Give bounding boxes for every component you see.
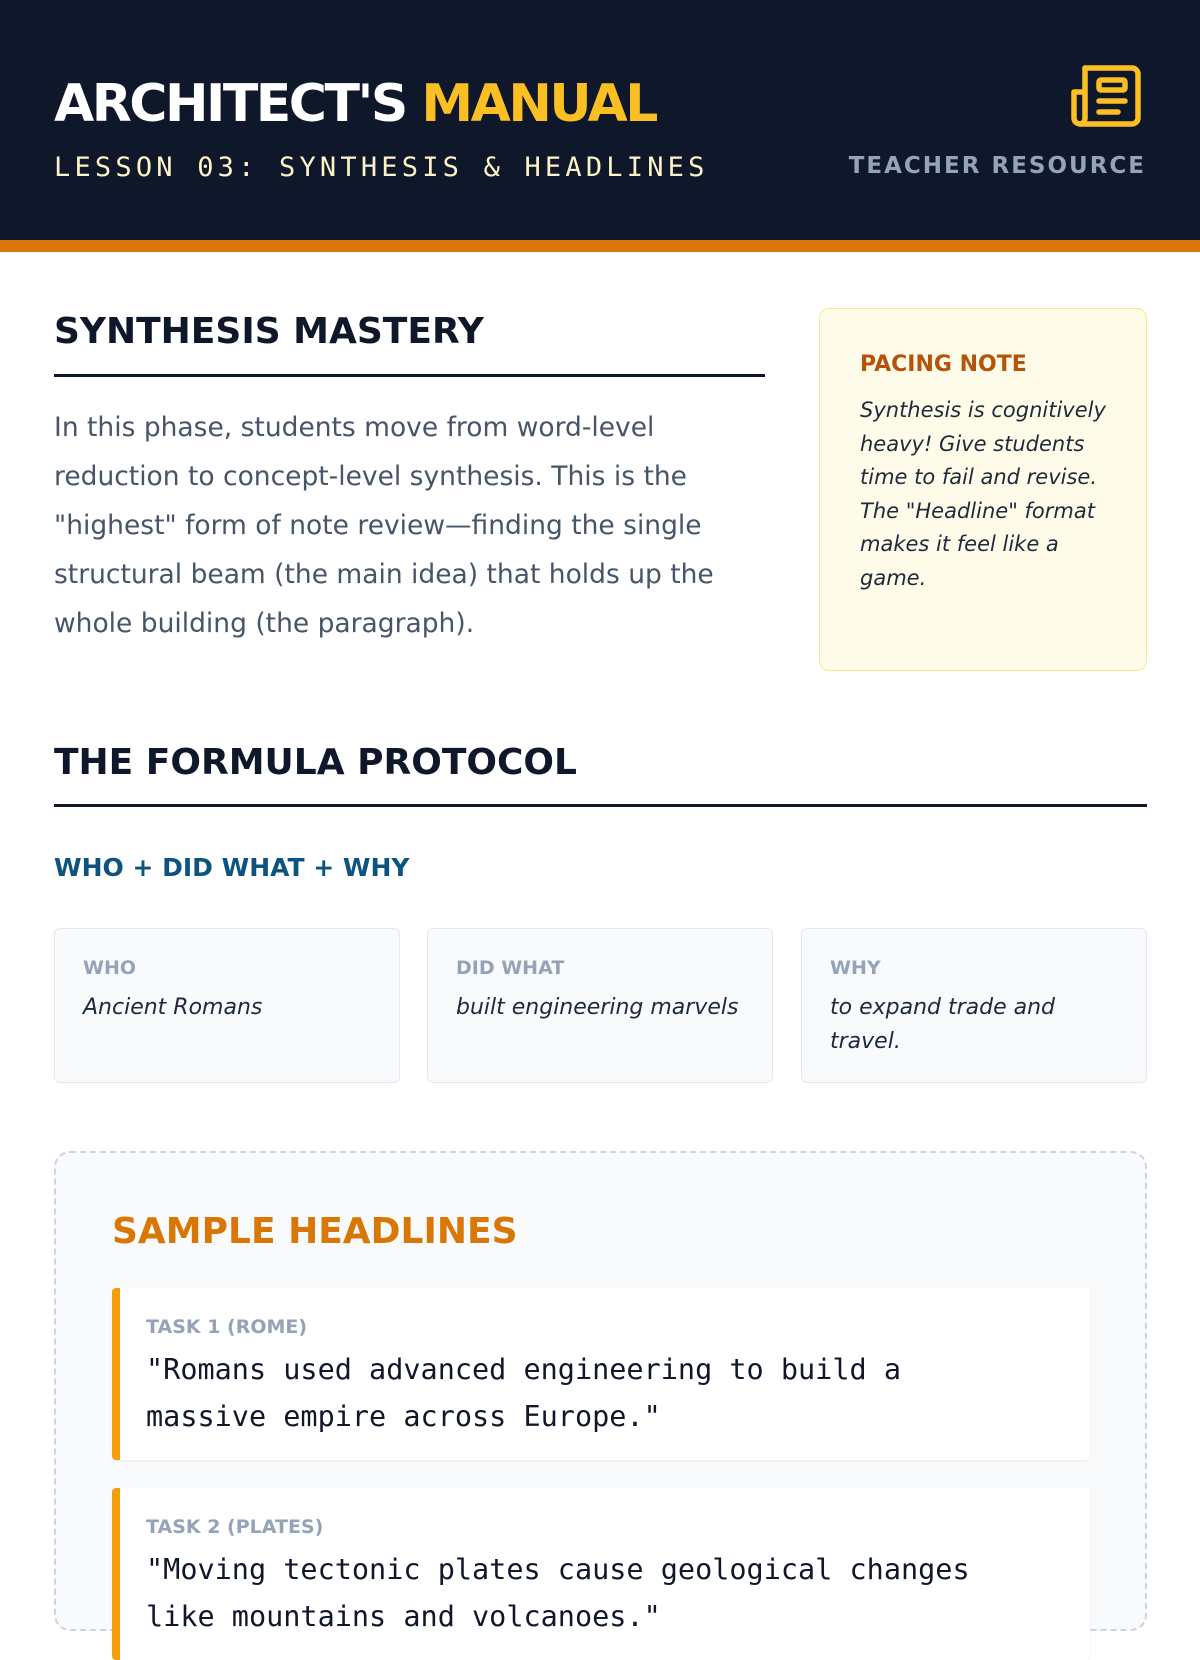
- title-main: ARCHITECT'S: [54, 74, 406, 134]
- formula-divider: [54, 804, 1147, 807]
- formula-card-value: to expand trade and travel.: [830, 995, 1056, 1054]
- formula-card-label: WHY: [830, 957, 881, 979]
- teacher-resource-label: TEACHER RESOURCE: [848, 153, 1146, 179]
- synthesis-paragraph: In this phase, students move from word-level reduction to concept-level synthesis. This is the "highest" form of note review—finding the single structural beam (the main idea) that holds up the whole building (the paragraph).: [54, 412, 714, 639]
- task-headline: "Moving tectonic plates cause geological changes like mountains and volcanoes.": [146, 1553, 970, 1633]
- manual-title: [54, 74, 656, 134]
- page-header: [0, 0, 1200, 240]
- headline-task-card: [112, 1488, 1090, 1660]
- sample-headlines-heading: SAMPLE HEADLINES: [112, 1211, 518, 1252]
- pacing-note-title: PACING NOTE: [860, 352, 1027, 377]
- formula-card-label: DID WHAT: [456, 957, 565, 979]
- synthesis-heading: SYNTHESIS MASTERY: [54, 311, 484, 352]
- pacing-note-box: [819, 308, 1147, 671]
- newspaper-icon: [1068, 56, 1144, 132]
- sample-headlines-box: [54, 1151, 1147, 1631]
- pacing-note-text: Synthesis is cognitively heavy! Give students time to fail and revise. The "Headline" format makes it feel like a game.: [860, 398, 1106, 590]
- formula-heading: THE FORMULA PROTOCOL: [54, 742, 577, 783]
- task-label: TASK 2 (PLATES): [146, 1516, 324, 1538]
- formula-card-who: [54, 928, 400, 1083]
- title-accent: MANUAL: [421, 74, 656, 134]
- lesson-subtitle: LESSON 03: SYNTHESIS & HEADLINES: [54, 152, 709, 183]
- task-label: TASK 1 (ROME): [146, 1316, 308, 1338]
- task-headline: "Romans used advanced engineering to build a massive empire across Europe.": [146, 1353, 901, 1433]
- formula-card-label: WHO: [83, 957, 137, 979]
- formula-label: WHO + DID WHAT + WHY: [54, 853, 410, 882]
- formula-card-why: [801, 928, 1147, 1083]
- formula-card-did-what: [427, 928, 773, 1083]
- formula-card-value: built engineering marvels: [456, 995, 739, 1020]
- header-accent-stripe: [0, 240, 1200, 252]
- synthesis-divider: [54, 374, 765, 377]
- formula-card-value: Ancient Romans: [83, 995, 263, 1020]
- headline-task-card: [112, 1288, 1090, 1460]
